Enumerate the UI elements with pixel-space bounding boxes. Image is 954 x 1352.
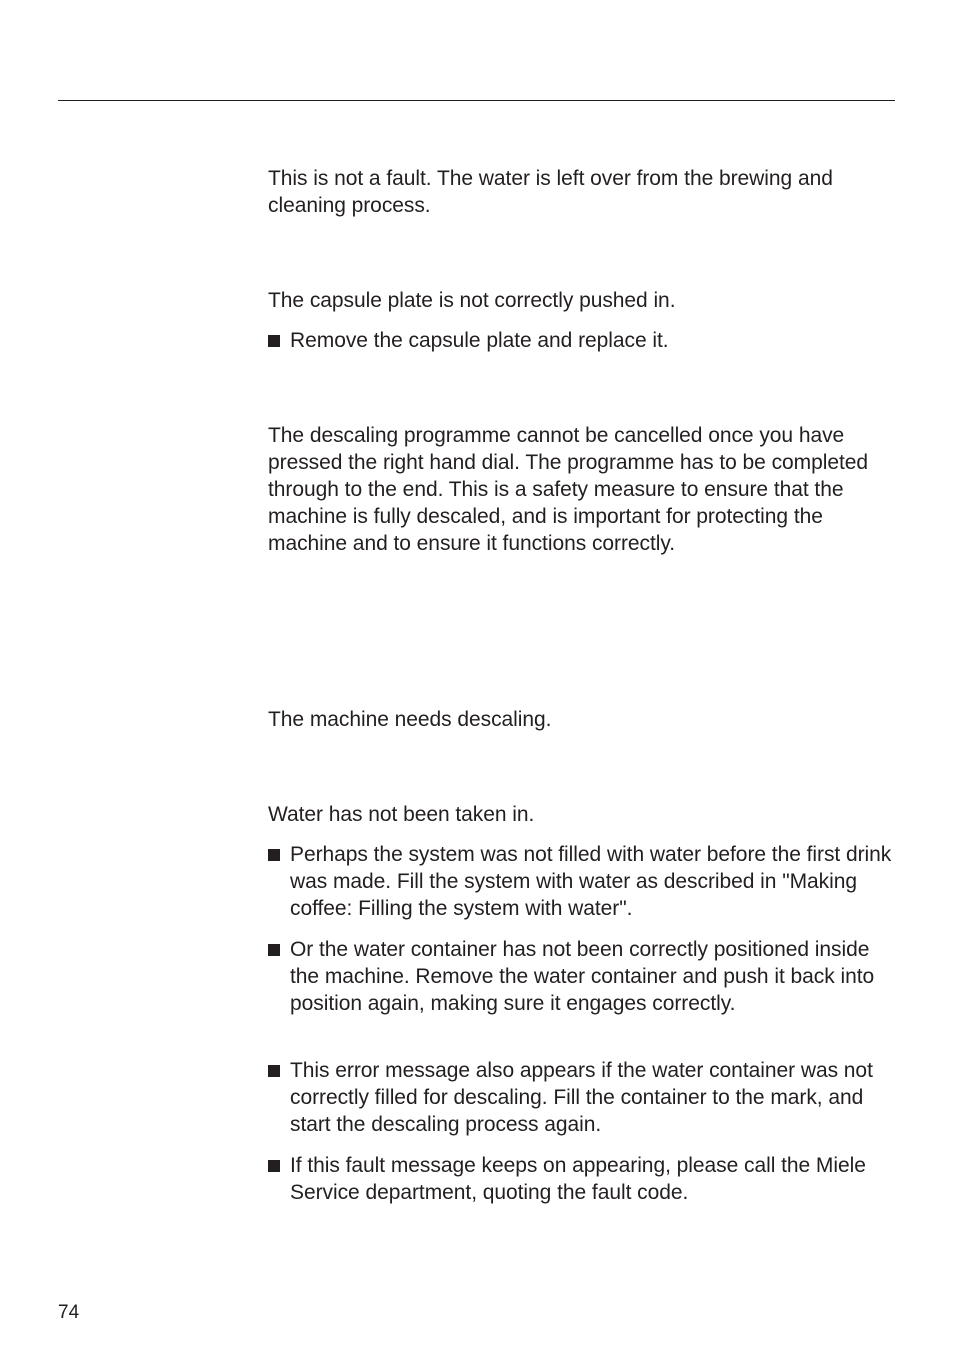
bullet-text: Remove the capsule plate and replace it. — [290, 329, 669, 352]
page-number: 74 — [58, 1302, 80, 1323]
square-bullet-icon — [268, 335, 280, 347]
square-bullet-icon — [268, 944, 280, 956]
square-bullet-icon — [268, 1065, 280, 1077]
list-item — [268, 841, 898, 922]
list-item — [268, 936, 898, 1017]
bullet-text: If this fault message keeps on appearing, please call the Miele Service department, quoting the fault code. — [290, 1154, 866, 1204]
square-bullet-icon — [268, 849, 280, 861]
leftover-water-text: This is not a fault. The water is left over from the brewing and cleaning process. — [268, 167, 833, 217]
list-item — [268, 1152, 898, 1206]
list-item — [268, 1057, 898, 1138]
bullet-text: This error message also appears if the water container was not correctly filled for descaling. Fill the container to the mark, and start the descaling process again. — [290, 1059, 873, 1136]
bullet-text: Or the water container has not been correctly positioned inside the machine. Remove the water container and push it back into position again, making sure it engages correctly. — [290, 938, 875, 1015]
bullet-text: Perhaps the system was not filled with water before the first drink was made. Fill the system with water as described in "Making coffee: Filling the system with water". — [290, 843, 892, 920]
square-bullet-icon — [268, 1160, 280, 1172]
list-item — [268, 327, 898, 354]
capsule-plate-text: The capsule plate is not correctly pushed in. — [268, 289, 676, 312]
header-rule — [58, 100, 895, 101]
water-intake-text: Water has not been taken in. — [268, 803, 535, 826]
needs-descaling-text: The machine needs descaling. — [268, 708, 552, 731]
descaling-cancel-text: The descaling programme cannot be cancelled once you have pressed the right hand dial. The programme has to be completed through to the end. This is a safety measure to ensure that the machine is fully descaled, and is important for protecting the machine and to ensure it functions correctly. — [268, 424, 869, 555]
